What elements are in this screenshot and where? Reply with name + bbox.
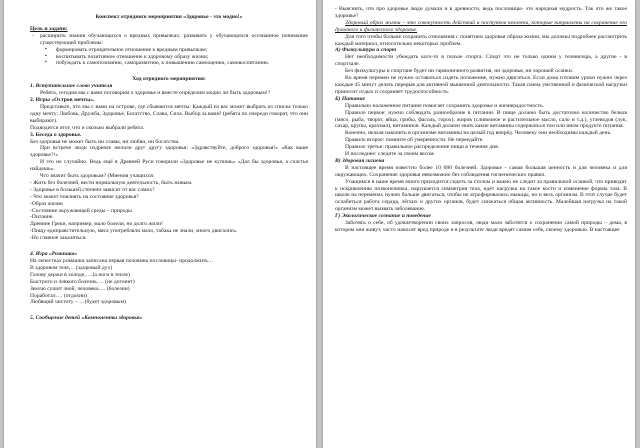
text-b: И последнее: следите за своим весом. — [345, 151, 435, 158]
document-title: Конспект отрядного мероприятия «Здоровье - это модно!» — [95, 14, 243, 20]
section-3-line: -Но главное закаляться. — [30, 235, 87, 242]
section-3-line: Древние Греки, например, мало болели, но долго жили! — [30, 221, 163, 228]
section-3-line: - Здоровье в большей степени зависит от вас самих? — [30, 186, 155, 193]
heading-b: Б) Питание — [335, 95, 366, 102]
section-3-line: -Состояние окружающей среды – природы — [30, 207, 132, 214]
text-a: Во время перемен не нужно оставаться сидеть положение, нужно двигаться. Если дома готовим уроки нужно через каждые 45 минут делать перерыв для активной мышечной деятельности. Такая смена умственной и физической нагрузки приносит отдых и сохраняет трудоспособность. — [335, 75, 627, 95]
section-4-line: Землю сушит зной, человека…. (болезни) — [30, 285, 130, 292]
section-4-line: Любящий чистоту – …(будет здоровым) — [30, 299, 126, 306]
heading-v: В) Здоровая гигиена — [335, 157, 385, 164]
section-3-line: - Жить без болезней, вести нормальную деятельность, быть живым. — [30, 179, 193, 186]
section-3-line: Что значит быть здоровым? (Мнения учащихся: — [40, 173, 155, 180]
section-3-line: -Образ жизни — [30, 200, 63, 207]
section-4-heading: 4. Игра «Ромашка» — [30, 251, 78, 258]
document-page-right — [323, 0, 635, 448]
section-3-line: -Пищу едиправстительную, мяса употребляли мало, табака не знали, много двигались. — [30, 228, 238, 235]
section-1-text: Ребята, сегодня мы с вами поговорим о здоровье и вместе определим модно ли быть здоровым!? — [40, 90, 271, 97]
text-b: Конечно, нельзя накопить в организме витамины на целый год вперёд. Человеку они необходимы каждый день. — [345, 130, 612, 137]
document-page-left — [4, 0, 316, 448]
section-3-line: При встрече люди издревле желали друг другу здоровья: «Здравствуйте, доброго здоровья!» «Как ваше здоровье?!» — [30, 145, 308, 159]
goals-intro: - расширить знания обучающихся о вредных привычках; развивать у обучающихся осознанное понимание существующей проблемы: — [30, 33, 308, 47]
progress-heading: Ход отрядного мероприятия: — [132, 76, 206, 83]
intro-line: - Выяснить, что про здоровье люди думали и в древности, ведь пословицы- это народная мудрость. Так что же такое здоровье? — [335, 6, 627, 19]
text-b: Правило второе: помните об умеренности. Не переедайте. — [345, 137, 484, 144]
section-4-line: На лепестках ромашки записана первая половина пословицы- продолжить… — [30, 258, 214, 264]
section-4-line: Быстрого и ловкого болезнь…. (не догонит) — [30, 278, 135, 285]
intro-definition: Здоровый образ жизни – это совокупность действий и поступков человека, которые направлены на сохранение его духовного и физического здоровья. — [335, 19, 627, 33]
text-a: Без физкультуры и спортане будет ни гармоничного развития, ни здоровья, ни хорошей осанки. — [345, 68, 574, 75]
section-4-line: Голову держи в холоде,….(а ноги в тепле) — [30, 271, 130, 278]
intro-text: Для того чтобы больше сохранить отношения с понятием здоровья образа жизни, мы должны подробнее рассмотреть каждый материал, относительно некоторых проблем. — [335, 33, 627, 47]
section-4-line: В здоровом теле,…(здоровый дух) — [30, 264, 113, 271]
section-3-heading: 3. Беседа о здоровье. — [30, 131, 82, 138]
section-5-heading: 5. Сообщение детей «Компоненты здоровья» — [30, 315, 143, 322]
section-2-heading: 2. Игры «Остров мечты». — [30, 97, 95, 104]
section-3-line: И это не случайно. Ведь ещё в Древней Руси говорили «Здоровье не купишь» «Дал бы здоровья, а счастья найдешь». — [30, 159, 308, 173]
text-v: Учащимся в наше время много приходится сидеть за столом и важно не следит за правильной осанкой, что приводит к искривлению позвоночника, нарушается симметрия тела, идёт нагрузка на такое кости и изменение формы таза. В школе на переменах нужно больше двигаться, чтобы не атрофировались мышцы, но и весь организм. В этот случае будет ослабиться работа сердца, лёгких и других органов, будет снижаться общая активность. Малейшая нагрузка на такой организм может вызвать заболевание. — [335, 178, 627, 213]
goals-bullet: ▪ формировать отрицательное отношение к вредным привычкам; — [30, 47, 308, 54]
section-3-line: Без здоровья не может быть ни славы, ни любви, ни богатства. — [30, 138, 180, 145]
text-a: Нет необходимости убеждать кого-то в пользе спорта. Спорт это не только одним у телевизора, а другие - в спортзале. — [335, 54, 627, 68]
section-2-summary: Подводится итог, что и сколько выбрали ребята. — [30, 124, 145, 131]
section-3-line: - Что может повлиять на состояние здоровья? — [30, 193, 139, 200]
heading-a: А) Физкультура и спорт — [335, 47, 397, 54]
section-3-line: -Питание. — [30, 214, 54, 221]
goals-bullet: ▪ побуждать к самопознанию, саморазвитию, к повышению самооценки, самовоспитанию. — [30, 60, 308, 67]
text-b: Правило третье: правильное распределение пищи в течение дня. — [345, 144, 500, 151]
goals-heading: Цель и задачи: — [30, 25, 68, 32]
section-2-text: Представьте, что мы с вами на острове, где сбываются мечты. Каждый из вас может выбрать из списка только одну мечту: Любовь, Дружба, Здоровье, Богатство, Слава, Сила. Выбор за вами! (ребята по очереди говорят, что они выбирают). — [30, 103, 308, 124]
goals-bullet: ▪ воспитывать позитивное отношение к здоровому образу жизни; — [30, 54, 308, 61]
section-4-line: Поработал…. (отдохни) — [30, 292, 88, 299]
section-1-heading: 1. Вступительное слово учителя — [30, 83, 113, 90]
text-g: Заботясь о себе, об удовлетворении своих запросов, люди мало заботятся о сохранении самой природы – дома, в котором они живут, часто наносят вред природе и в результате люди вредят самим себе, своему здоровью. В настоящее — [335, 220, 627, 233]
text-v: В настоящее время известно более 10 000 болезней. Здоровье - самая большая ценность и для человека и для окружающих. Сохранение здоровья невозможно без соблюдения гигиенических правил. — [335, 164, 627, 178]
text-b: Правильно налаженное питание помогает сохранить здоровье и жизнерадостность. — [345, 102, 545, 109]
text-b: Правило первое: нужно соблюдать разнообразие в питании. В пище должно быть достаточно количество белков (мясо, рыба, творог, яйца, грибы, фасоль, горох), жиров (сливочное и растительное масло, сало и т.д.), углеводов (лук, сахар, крупы, крахмал), витаминов. Каждый должен знать какие витамины содержаться том или ином продукте питания. — [335, 109, 627, 130]
heading-g: Г) Экологическое сознание и поведение — [335, 213, 431, 220]
